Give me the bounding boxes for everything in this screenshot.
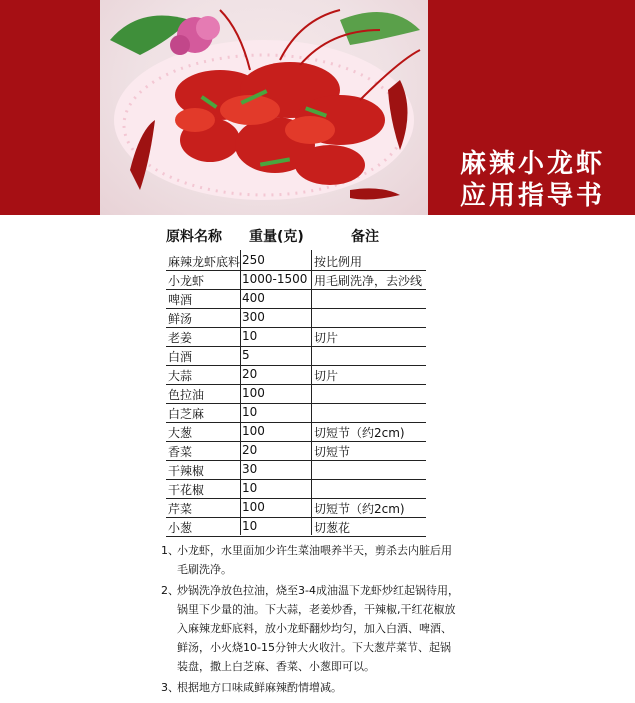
weight-cell: 100 <box>242 424 265 438</box>
notes-cell: 切片 <box>314 331 339 345</box>
ingredient-cell: 干花椒 <box>168 483 205 497</box>
table-row <box>166 346 426 366</box>
weight-cell: 10 <box>242 405 258 419</box>
table-row <box>166 460 426 480</box>
note-number: 1、 <box>161 544 179 557</box>
weight-cell: 300 <box>242 310 265 324</box>
weight-cell: 10 <box>242 329 258 343</box>
note-number: 2、 <box>161 584 179 597</box>
table-row <box>166 403 426 423</box>
crayfish-illustration <box>100 0 428 215</box>
notes-cell: 切短节 <box>314 445 351 459</box>
header-notes: 备注 <box>351 229 379 245</box>
note-text: 根据地方口味咸鲜麻辣酌情增减。 <box>177 681 342 694</box>
weight-cell: 250 <box>242 253 265 267</box>
notes-cell: 切短节（约2cm) <box>314 426 405 440</box>
table-row <box>166 498 426 518</box>
ingredient-cell: 老姜 <box>168 331 193 345</box>
weight-cell: 5 <box>242 348 250 362</box>
ingredient-cell: 小龙虾 <box>168 274 205 288</box>
ingredient-cell: 麻辣龙虾底料 <box>168 255 241 269</box>
weight-cell: 1000-1500 <box>242 272 308 286</box>
note-item <box>161 541 461 579</box>
table-row <box>166 479 426 499</box>
ingredient-cell: 大蒜 <box>168 369 193 383</box>
table-row <box>166 270 426 290</box>
weight-cell: 30 <box>242 462 258 476</box>
table-row <box>166 289 426 309</box>
ingredient-cell: 干辣椒 <box>168 464 205 478</box>
ingredient-cell: 色拉油 <box>168 388 205 402</box>
instruction-notes <box>161 541 461 697</box>
notes-cell: 切葱花 <box>314 521 351 535</box>
note-item <box>161 581 461 676</box>
note-item <box>161 678 461 697</box>
note-text: 小龙虾，水里面加少许生菜油喂养半天，剪杀去内脏后用毛刷洗净。 <box>177 544 452 576</box>
ingredient-cell: 白芝麻 <box>168 407 205 421</box>
note-number: 3、 <box>161 681 179 694</box>
table-row <box>166 308 426 328</box>
ingredient-cell: 鲜汤 <box>168 312 193 326</box>
ingredient-cell: 白酒 <box>168 350 193 364</box>
notes-cell: 切片 <box>314 369 339 383</box>
notes-cell: 切短节（约2cm) <box>314 502 405 516</box>
header-ingredient: 原料名称 <box>166 229 222 245</box>
table-row <box>166 365 426 385</box>
weight-cell: 400 <box>242 291 265 305</box>
document-title <box>430 148 635 212</box>
title-line-2: 应用指导书 <box>459 181 605 211</box>
table-row <box>166 517 426 537</box>
table-row <box>166 327 426 347</box>
ingredient-cell: 香菜 <box>168 445 193 459</box>
table-row <box>166 384 426 404</box>
title-line-1: 麻辣小龙虾 <box>459 149 605 179</box>
crayfish-photo <box>100 0 428 215</box>
ingredient-cell: 芹菜 <box>168 502 193 516</box>
table-row <box>166 251 426 271</box>
header-weight: 重量(克) <box>249 229 304 245</box>
notes-cell: 按比例用 <box>314 255 363 269</box>
table-row <box>166 441 426 461</box>
ingredient-cell: 大葱 <box>168 426 193 440</box>
ingredient-cell: 小葱 <box>168 521 193 535</box>
weight-cell: 100 <box>242 500 265 514</box>
table-row <box>166 422 426 442</box>
note-text: 炒锅洗净放色拉油，烧至3-4成油温下龙虾炒红起锅待用，锅里下少量的油。下大蒜，老姜炒香，干辣椒,干红花椒放入麻辣龙虾底料，放小龙虾翻炒均匀，加入白酒、啤酒、鲜汤，小火烧10-15分钟大火收汁。下大葱芹菜节、起锅装盘，撒上白芝麻、香菜、小葱即可以。 <box>177 584 459 673</box>
notes-cell: 用毛刷洗净，去沙线 <box>314 274 423 288</box>
weight-cell: 10 <box>242 481 258 495</box>
weight-cell: 100 <box>242 386 265 400</box>
ingredient-cell: 啤酒 <box>168 293 193 307</box>
weight-cell: 20 <box>242 367 258 381</box>
weight-cell: 10 <box>242 519 258 533</box>
weight-cell: 20 <box>242 443 258 457</box>
